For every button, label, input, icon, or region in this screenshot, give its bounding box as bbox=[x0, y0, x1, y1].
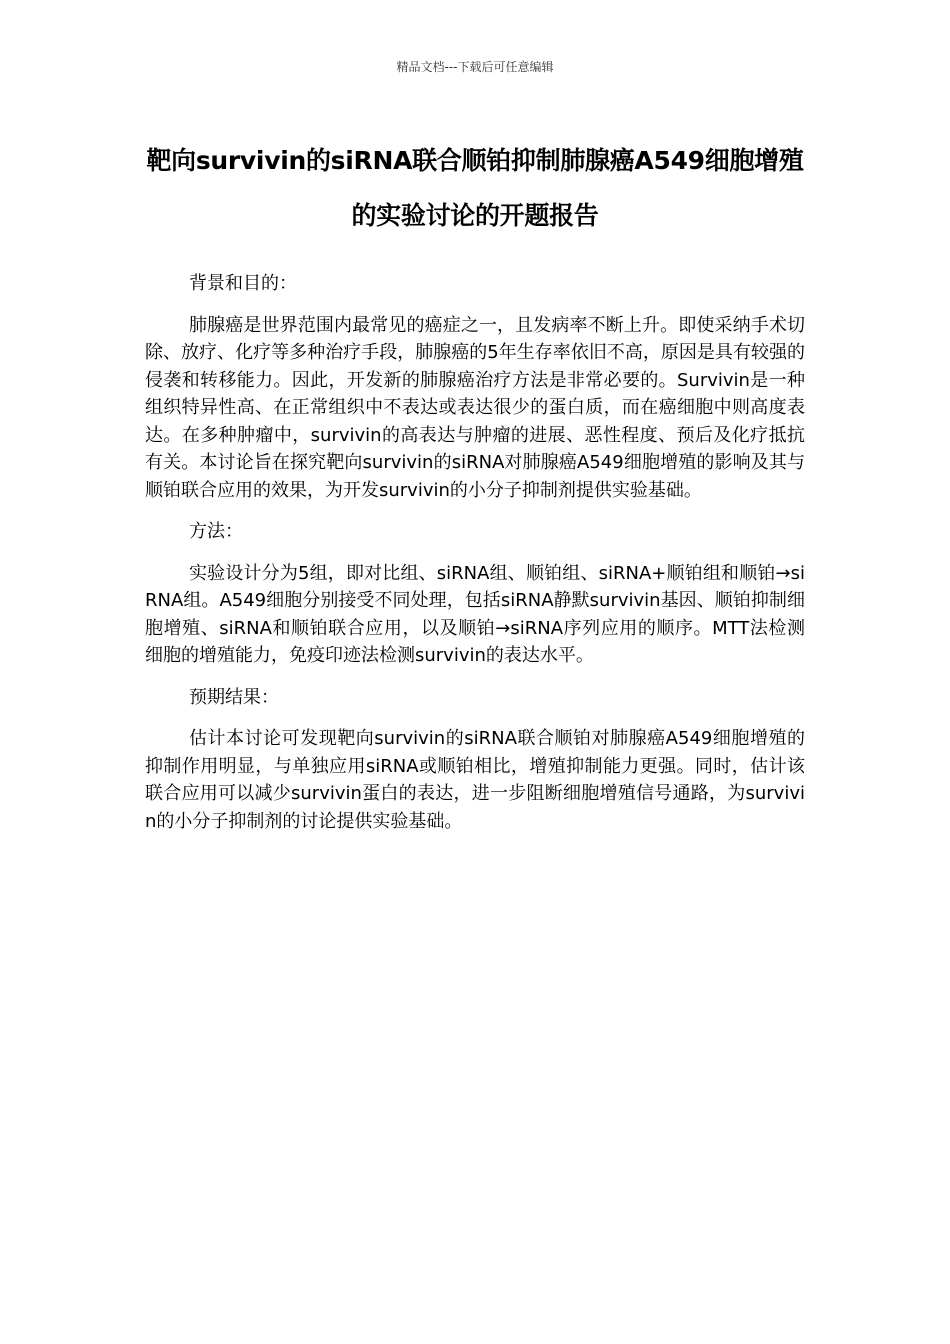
section-methods bbox=[145, 518, 805, 670]
section-expected-results bbox=[145, 684, 805, 836]
document-body bbox=[145, 270, 805, 849]
section-paragraph: 肺腺癌是世界范围内最常见的癌症之一，且发病率不断上升。即使采纳手术切除、放疗、化疗等多种治疗手段，肺腺癌的5年生存率依旧不高，原因是具有较强的侵袭和转移能力。因此，开发新的肺腺癌治疗方法是非常必要的。Survivin是一种组织特异性高、在正常组织中不表达或表达很少的蛋白质，而在癌细胞中则高度表达。在多种肿瘤中，survivin的高表达与肿瘤的进展、恶性程度、预后及化疗抵抗有关。本讨论旨在探究靶向survivin的siRNA对肺腺癌A549细胞增殖的影响及其与顺铂联合应用的效果，为开发survivin的小分子抑制剂提供实验基础。 bbox=[145, 314, 805, 501]
section-paragraph: 估计本讨论可发现靶向survivin的siRNA联合顺铂对肺腺癌A549细胞增殖的抑制作用明显，与单独应用siRNA或顺铂相比，增殖抑制能力更强。同时，估计该联合应用可以减少survivin蛋白的表达，进一步阻断细胞增殖信号通路，为survivin的小分子抑制剂的讨论提供实验基础。 bbox=[145, 728, 805, 832]
section-heading: 预期结果： bbox=[189, 686, 279, 708]
section-heading: 背景和目的： bbox=[189, 273, 297, 294]
section-paragraph: 实验设计分为5组，即对比组、siRNA组、顺铂组、siRNA+顺铂组和顺铂→siRNA组。A549细胞分别接受不同处理，包括siRNA静默survivin基因、顺铂抑制细胞增殖、siRNA和顺铂联合应用，以及顺铂→siRNA序列应用的顺序。MTT法检测细胞的增殖能力，免疫印迹法检测survivin的表达水平。 bbox=[145, 562, 805, 666]
page-header: 精品文档---下载后可任意编辑 bbox=[396, 60, 554, 74]
section-background bbox=[145, 270, 805, 504]
document-title: 靶向survivin的siRNA联合顺铂抑制肺腺癌A549细胞增殖的实验讨论的开题报告 bbox=[146, 146, 804, 230]
section-heading: 方法： bbox=[189, 521, 243, 542]
